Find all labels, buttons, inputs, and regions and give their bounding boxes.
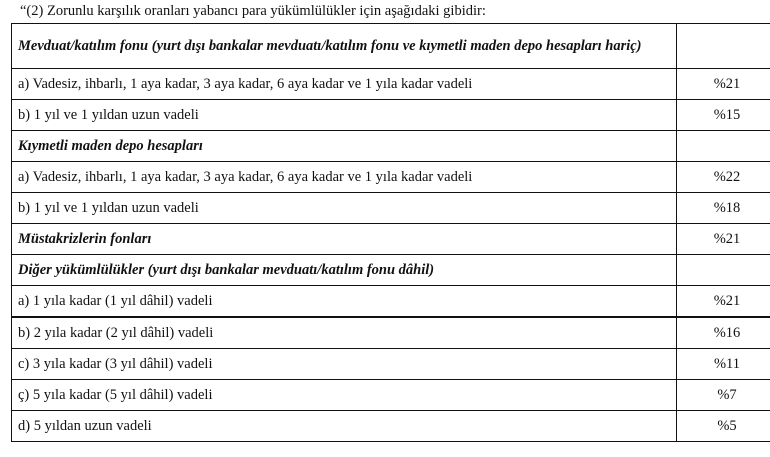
row-label: a) Vadesiz, ihbarlı, 1 aya kadar, 3 aya kadar, 6 aya kadar ve 1 yıla kadar vadeli	[12, 162, 677, 193]
row-rate: %7	[677, 380, 770, 411]
row-label: b) 1 yıl ve 1 yıldan uzun vadeli	[12, 100, 677, 131]
row-rate: %21	[677, 286, 770, 318]
row-rate: %21	[677, 69, 770, 100]
row-label: Kıymetli maden depo hesapları	[12, 131, 677, 162]
row-label: b) 2 yıla kadar (2 yıl dâhil) vadeli	[12, 317, 677, 349]
table-row	[12, 100, 770, 131]
reserve-ratio-table	[11, 23, 770, 442]
row-label: b) 1 yıl ve 1 yıldan uzun vadeli	[12, 193, 677, 224]
row-rate: %16	[677, 317, 770, 349]
row-label: Mevduat/katılım fonu (yurt dışı bankalar mevduatı/katılım fonu ve kıymetli maden depo hesapları hariç)	[12, 24, 677, 69]
section-header-other-liabilities	[12, 255, 770, 286]
row-rate: %15	[677, 100, 770, 131]
table-row	[12, 317, 770, 349]
row-rate: %11	[677, 349, 770, 380]
section-header-precious-metals	[12, 131, 770, 162]
row-rate: %18	[677, 193, 770, 224]
table-row	[12, 193, 770, 224]
row-label: ç) 5 yıla kadar (5 yıl dâhil) vadeli	[12, 380, 677, 411]
row-rate	[677, 24, 770, 69]
row-rate: %21	[677, 224, 770, 255]
row-label: c) 3 yıla kadar (3 yıl dâhil) vadeli	[12, 349, 677, 380]
row-label: d) 5 yıldan uzun vadeli	[12, 411, 677, 442]
section-header-borrower-funds	[12, 224, 770, 255]
table-row	[12, 411, 770, 442]
table-row	[12, 162, 770, 193]
row-label: Diğer yükümlülükler (yurt dışı bankalar mevduatı/katılım fonu dâhil)	[12, 255, 677, 286]
table-row	[12, 380, 770, 411]
row-rate	[677, 131, 770, 162]
section-header-deposits	[12, 24, 770, 69]
intro-text: “(2) Zorunlu karşılık oranları yabancı para yükümlülükler için aşağıdaki gibidir:	[20, 3, 486, 19]
table-row	[12, 349, 770, 380]
row-label: a) 1 yıla kadar (1 yıl dâhil) vadeli	[12, 286, 677, 318]
row-rate: %5	[677, 411, 770, 442]
row-rate	[677, 255, 770, 286]
row-label: Müstakrizlerin fonları	[12, 224, 677, 255]
table-row	[12, 286, 770, 318]
row-rate: %22	[677, 162, 770, 193]
row-label: a) Vadesiz, ihbarlı, 1 aya kadar, 3 aya kadar, 6 aya kadar ve 1 yıla kadar vadeli	[12, 69, 677, 100]
table-row	[12, 69, 770, 100]
